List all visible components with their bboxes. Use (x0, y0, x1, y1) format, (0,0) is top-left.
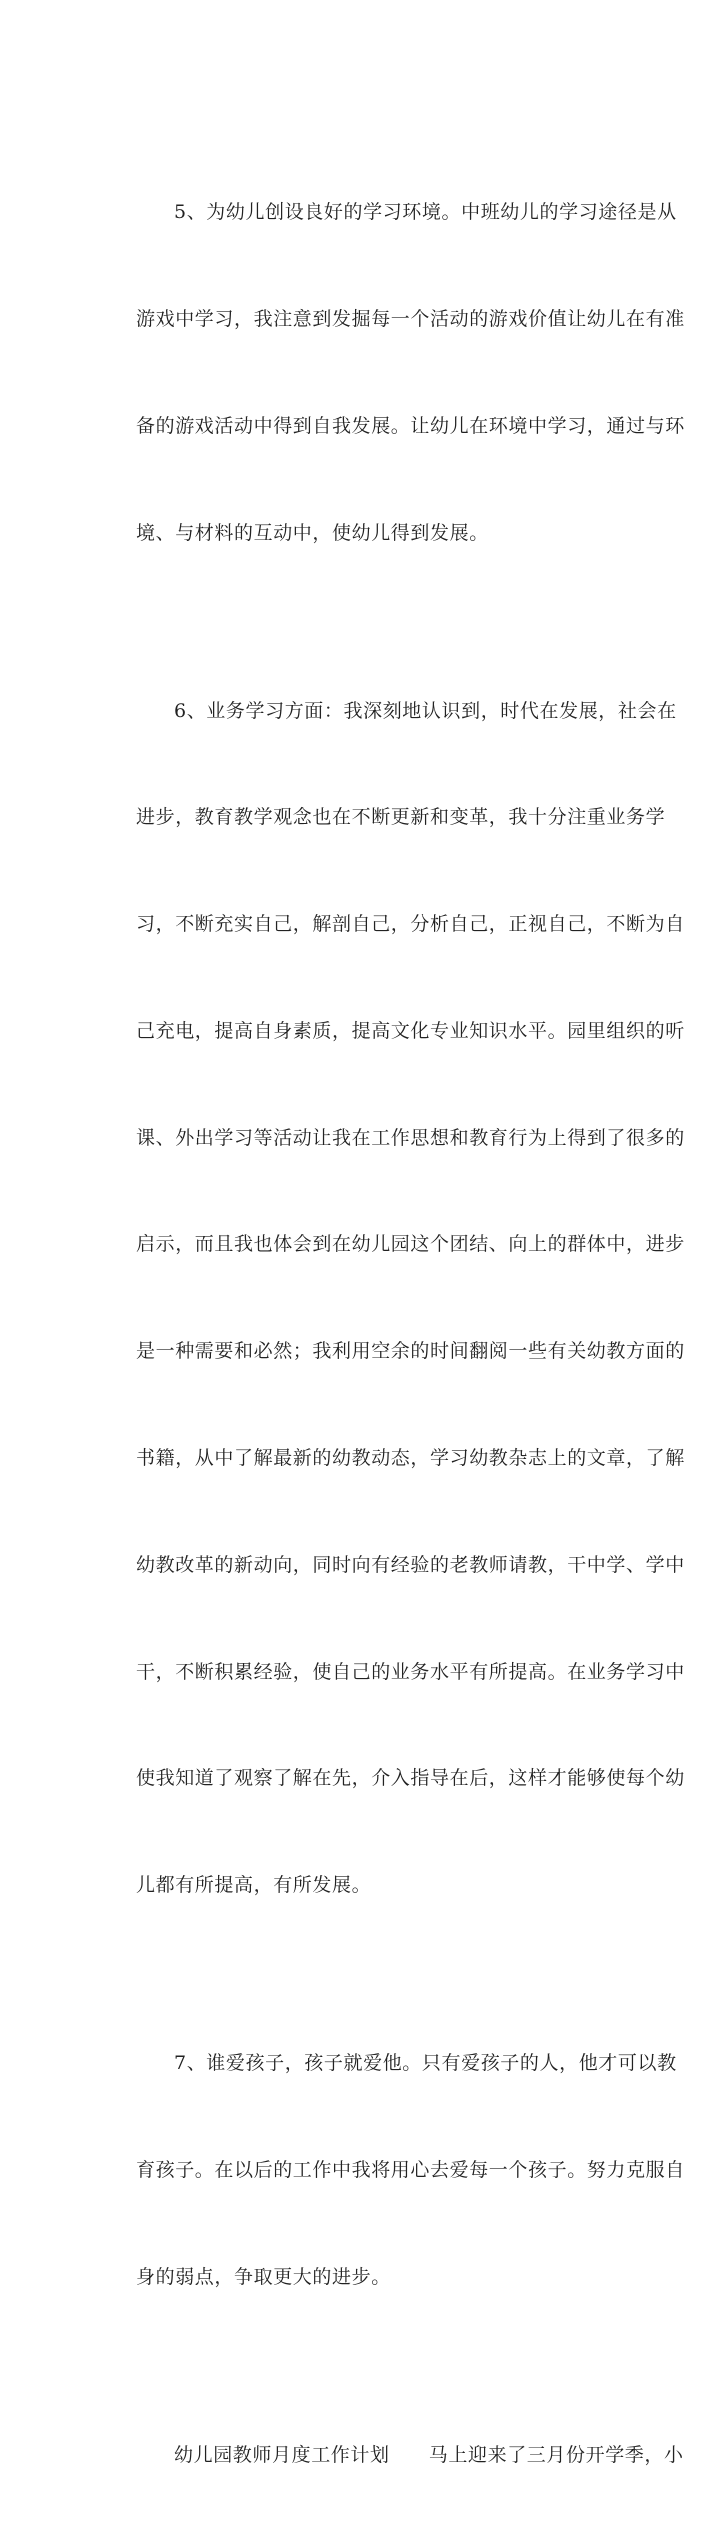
text-line: 启示，而且我也体会到在幼儿园这个团结、向上的群体中，进步 (136, 1233, 685, 1256)
text-line: 5、为幼儿创设良好的学习环境。中班幼儿的学习途径是从 (174, 201, 677, 224)
text-line: 书籍，从中了解最新的幼教动态，学习幼教杂志上的文章，了解 (136, 1446, 685, 1469)
text-line: 幼儿园教师月度工作计划 马上迎来了三月份开学季，小 (174, 2443, 684, 2466)
text-line: 进步，教育教学观念也在不断更新和变革，我十分注重业务学 (136, 806, 666, 829)
paragraph-next-section (98, 2366, 684, 2544)
text-line: 是一种需要和必然；我利用空余的时间翻阅一些有关幼教方面的 (136, 1340, 685, 1363)
text-line: 身的弱点，争取更大的进步。 (136, 2265, 391, 2288)
text-line: 育孩子。在以后的工作中我将用心去爱每一个孩子。努力克服自 (136, 2158, 685, 2181)
text-line: 己充电，提高自身素质，提高文化专业知识水平。园里组织的听 (136, 1019, 685, 1042)
paragraph-7 (98, 1975, 685, 2367)
text-line: 6、业务学习方面：我深刻地认识到，时代在发展，社会在 (174, 699, 677, 722)
text-line: 儿都有所提高，有所发展。 (136, 1874, 372, 1897)
text-line: 7、谁爱孩子，孩子就爱他。只有爱孩子的人，他才可以教 (174, 2052, 677, 2075)
document-page (98, 124, 685, 2544)
text-line: 习，不断充实自己，解剖自己，分析自己，正视自己，不断为自 (136, 913, 685, 936)
paragraph-6 (98, 622, 685, 1975)
text-line: 游戏中学习，我注意到发掘每一个活动的游戏价值让幼儿在有准 (136, 307, 685, 330)
text-line: 幼教改革的新动向，同时向有经验的老教师请教，干中学、学中 (136, 1553, 685, 1576)
text-line: 课、外出学习等活动让我在工作思想和教育行为上得到了很多的 (136, 1126, 685, 1149)
text-line: 境、与材料的互动中，使幼儿得到发展。 (136, 521, 489, 544)
text-line: 干，不断积累经验，使自己的业务水平有所提高。在业务学习中 (136, 1660, 685, 1683)
text-line: 使我知道了观察了解在先，介入指导在后，这样才能够使每个幼 (136, 1767, 685, 1790)
paragraph-5 (98, 124, 685, 622)
text-line: 备的游戏活动中得到自我发展。让幼儿在环境中学习，通过与环 (136, 414, 685, 437)
